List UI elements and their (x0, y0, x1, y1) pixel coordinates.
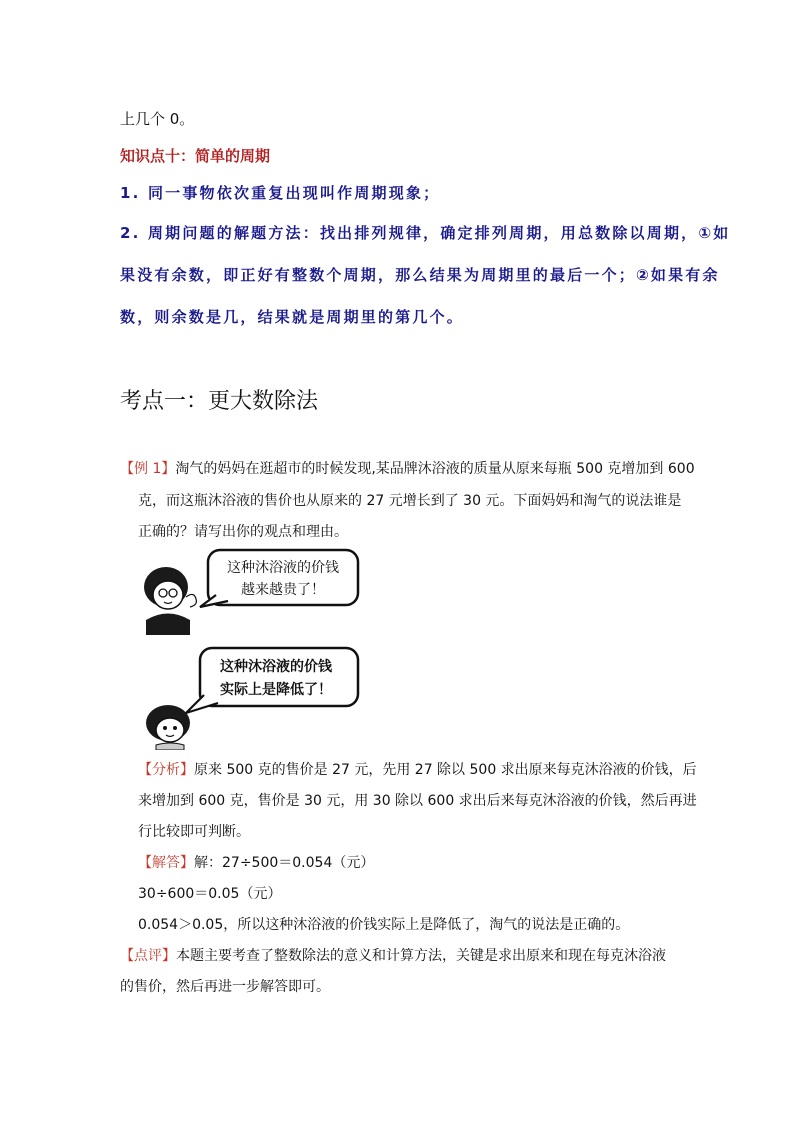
speech-bubble-2 (186, 648, 358, 713)
bubble1-line2: 越来越贵了！ (241, 582, 325, 598)
answer-text-1: 解：27÷500＝0.054（元） (194, 855, 375, 871)
knowledge-p1: 1. 同一事物依次重复出现叫作周期现象； (120, 184, 441, 202)
boy-figure (146, 705, 190, 750)
analysis-text-1: 原来 500 克的售价是 27 元，先用 27 除以 500 求出原来每克沐浴液的价钱，后 (194, 762, 697, 778)
analysis-line2: 来增加到 600 克，售价是 30 元，用 30 除以 600 求出后来每克沐浴液的价钱，然后再进 (138, 793, 697, 809)
intro-tail: 上几个 0。 (120, 110, 195, 128)
answer-tag: 【解答】 (138, 855, 194, 871)
comment-line2: 的售价，然后再进一步解答即可。 (120, 979, 330, 995)
example-line2: 克，而这瓶沐浴液的售价也从原来的 27 元增长到了 30 元。下面妈妈和淘气的说法谁是 (138, 493, 682, 509)
mother-figure (144, 567, 196, 635)
comment-line1 (120, 945, 666, 965)
answer-line2: 30÷600＝0.05（元） (138, 886, 282, 902)
bubble2-line1: 这种沐浴液的价钱 (220, 659, 332, 675)
knowledge-p2-line2: 果没有余数，即正好有整数个周期，那么结果为周期里的最后一个；②如果有余 (120, 266, 720, 284)
analysis-line3: 行比较即可判断。 (138, 824, 250, 840)
answer-line3: 0.054＞0.05，所以这种沐浴液的价钱实际上是降低了，淘气的说法是正确的。 (138, 917, 630, 933)
analysis-line1 (138, 759, 697, 779)
example-line1 (120, 458, 695, 478)
knowledge-title: 知识点十：简单的周期 (120, 147, 271, 165)
speech-bubble-1 (200, 550, 358, 607)
knowledge-p2-line3: 数，则余数是几，结果就是周期里的第几个。 (120, 308, 465, 326)
comment-text-1: 本题主要考查了整数除法的意义和计算方法，关键是求出原来和现在每克沐浴液 (176, 948, 666, 964)
section-title: 考点一：更大数除法 (120, 389, 319, 414)
comment-tag: 【点评】 (120, 948, 176, 964)
bubble2-line2: 实际上是降低了！ (220, 682, 332, 698)
dialogue-illustration-svg (138, 545, 368, 750)
example-text-1: 淘气的妈妈在逛超市的时候发现,某品牌沐浴液的质量从原来每瓶 500 克增加到 600 (175, 461, 695, 477)
example-line3: 正确的？请写出你的观点和理由。 (138, 524, 348, 540)
example-tag: 【例 1】 (120, 461, 176, 477)
analysis-tag: 【分析】 (138, 762, 194, 778)
dialogue-illustration (138, 545, 368, 750)
bubble1-line1: 这种沐浴液的价钱 (227, 560, 339, 576)
knowledge-p2-line1: 2. 周期问题的解题方法：找出排列规律，确定排列周期，用总数除以周期，①如 (120, 224, 731, 242)
answer-line1 (138, 852, 374, 872)
